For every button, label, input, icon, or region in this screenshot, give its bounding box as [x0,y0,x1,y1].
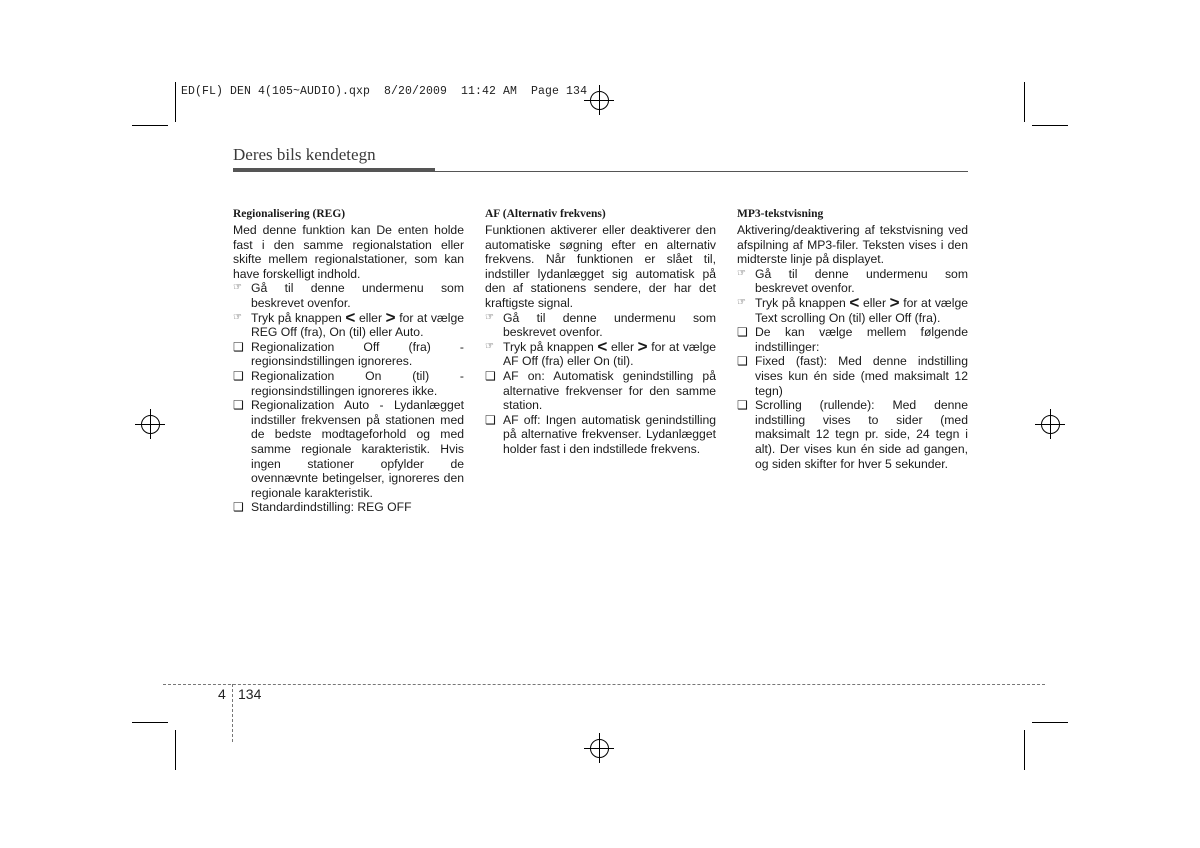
step-text: Tryk på knappen < eller > for at vælge AF Off (fra) eller On (til). [503,336,717,369]
column-mp3 [737,207,968,471]
crop-mark [1024,82,1025,122]
step-item [485,336,717,369]
checkbox-bullet-icon: ❑ [737,398,748,413]
option-text: De kan vælge mellem følgende indstillinger: [755,325,968,354]
step-item [485,311,716,340]
checkbox-bullet-icon: ❑ [233,339,244,354]
footer-dashed-divider [232,684,233,742]
right-arrow-icon: > [385,307,396,327]
column-regionalisering [233,207,464,515]
footer-dashed-rule [163,684,1045,685]
chapter-number: 4 [218,686,226,702]
step-item [737,292,969,325]
checkbox-bullet-icon: ❑ [233,368,244,383]
section-heading: Regionalisering (REG) [233,208,346,220]
pointing-hand-icon: ☞ [485,311,494,323]
step-item [233,281,464,310]
step-item [737,267,968,296]
option-text: Scrolling (rullende): Med denne indstilling vises to sider (med maksimalt 12 tegn pr. side, 24 tegn i alt). Der vises kun én side ad gangen, og siden skifter for hver 5 sekunder. [755,398,968,471]
pointing-hand-icon: ☞ [485,340,494,352]
checkbox-bullet-icon: ❑ [233,398,244,413]
section-intro: Aktivering/deaktivering af tekstvisning ved afspilning af MP3-filer. Teksten vises i den midterste linje på displayet. [737,223,968,267]
registration-mark-icon [584,85,614,115]
checkbox-bullet-icon: ❑ [485,368,496,383]
option-text: Regionalization Auto - Lydanlægget indstiller frekvensen på stationen med de bedste modtageforhold og med samme regionale karakteristik. Hvis ingen stationer opfylder de ovennævnte betingelser, ignoreres den regionale karakteristik. [251,398,464,500]
checkbox-bullet-icon: ❑ [485,412,496,427]
left-arrow-icon: < [345,307,356,327]
option-text: Regionalization Off (fra) - regionsindstillingen ignoreres. [251,339,464,369]
checkbox-bullet-icon: ❑ [737,354,748,369]
crop-mark [1024,730,1025,770]
step-item [233,307,465,340]
step-text: Gå til denne undermenu som beskrevet ovenfor. [503,310,716,340]
step-text: Gå til denne undermenu som beskrevet ovenfor. [755,266,968,296]
pointing-hand-icon: ☞ [233,311,242,323]
section-intro: Funktionen aktiverer eller deaktiverer den automatiske søgning efter en alternativ frekvens. Når funktionen er slået til, indstiller lydanlægget sig automatisk på den af stationens sendere, der har det kraftigste signal. [485,223,716,310]
pointing-hand-icon: ☞ [233,282,242,294]
section-heading: AF (Alternativ frekvens) [485,208,606,220]
crop-mark [175,730,176,770]
section-heading: MP3-tekstvisning [737,208,824,220]
registration-mark-icon [135,409,165,439]
option-item [233,500,464,515]
option-item [233,340,464,369]
section-intro: Med denne funktion kan De enten holde fast i den samme regionalstation eller skifte mellem regionalstationer, som kan have forskelligt indhold. [233,223,464,281]
left-arrow-icon: < [849,292,860,312]
option-item [737,325,968,354]
pointing-hand-icon: ☞ [737,296,746,308]
option-item [233,398,464,500]
column-af [485,207,716,457]
option-item [233,369,464,398]
registration-mark-icon [584,733,614,763]
registration-mark-icon [1035,409,1065,439]
checkbox-bullet-icon: ❑ [737,325,748,340]
option-text: AF on: Automatisk genindstilling på alternative frekvenser for den samme station. [503,368,716,413]
crop-mark [1032,125,1068,126]
crop-mark [175,82,176,122]
option-text: Fixed (fast): Med denne indstilling vises kun én side (med maksimalt 12 tegn) [755,354,968,398]
checkbox-bullet-icon: ❑ [233,500,244,515]
page-number: 134 [238,686,262,702]
right-arrow-icon: > [889,292,900,312]
option-text: Regionalization On (til) - regionsindstillingen ignoreres ikke. [251,368,464,398]
crop-mark [132,125,168,126]
left-arrow-icon: < [597,336,608,356]
option-item [737,398,968,471]
step-text: Gå til denne undermenu som beskrevet ovenfor. [251,281,464,310]
pointing-hand-icon: ☞ [737,267,746,279]
option-item [485,413,716,457]
crop-mark [132,722,168,723]
crop-mark [1032,722,1068,723]
right-arrow-icon: > [637,336,648,356]
option-item [485,369,716,413]
page-header-title: Deres bils kendetegn [233,145,376,164]
option-item [737,354,968,398]
option-text: AF off: Ingen automatisk genindstilling på alternative frekvenser. Lydanlægget holder fast i den indstillede frekvens. [503,412,716,456]
step-text: Tryk på knappen < eller > for at vælge Text scrolling On (til) eller Off (fra). [755,292,969,325]
option-text: Standardindstilling: REG OFF [251,500,412,515]
step-text: Tryk på knappen < eller > for at vælge REG Off (fra), On (til) eller Auto. [251,307,465,340]
print-slug: ED(FL) DEN 4(105~AUDIO).qxp 8/20/2009 11:42 AM Page 134 [181,85,588,98]
header-rule-accent [233,168,435,172]
